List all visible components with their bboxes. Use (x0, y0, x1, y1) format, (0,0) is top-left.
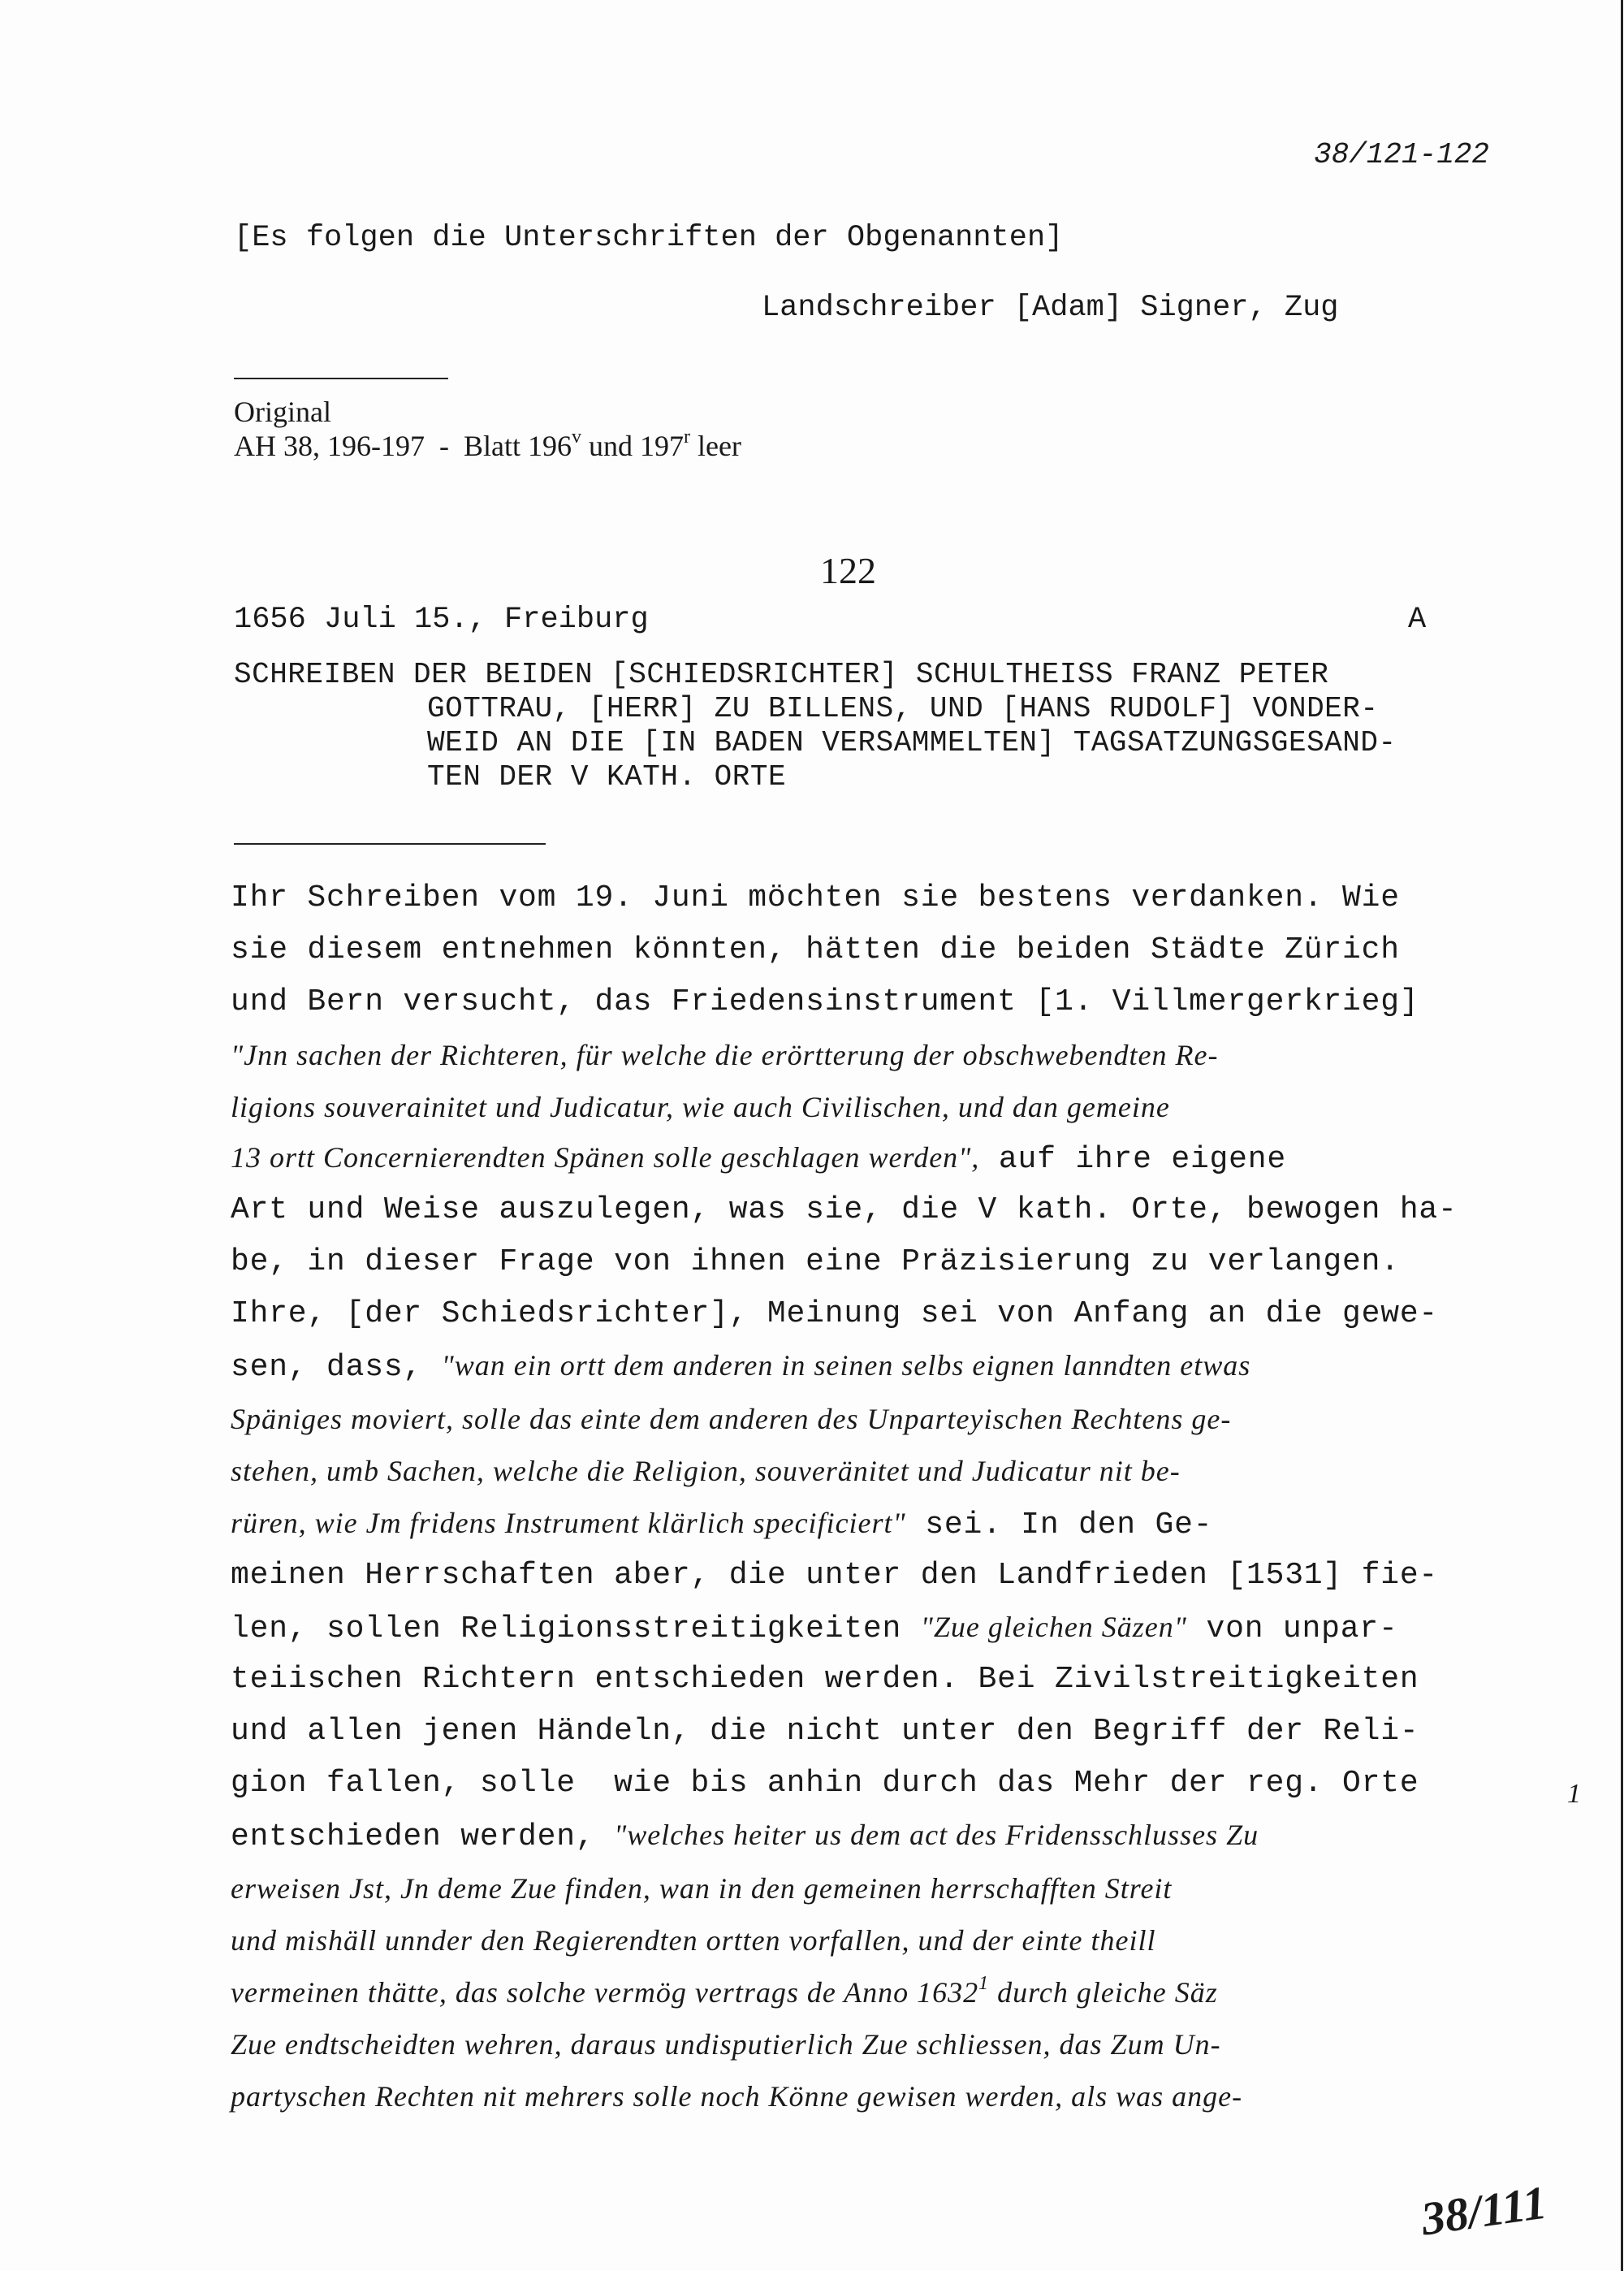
quote-line-23: Zue endtscheidten wehren, daraus undisputierlich Zue schliessen, das Zum Un- (231, 2028, 1221, 2061)
source-label: Original (234, 396, 331, 428)
text-line-15: len, sollen Religionsstreitigkeiten "Zue gleichen Säzen" von unpar- (231, 1611, 1398, 1646)
document-number: 122 (820, 550, 876, 591)
text-line-8: be, in dieser Frage von ihnen eine Präzisierung zu verlangen. (231, 1244, 1400, 1279)
quote-line-24: partyschen Rechten nit mehrers solle noch Könne gewisen werden, als was ange- (231, 2080, 1243, 2113)
text-line-9: Ihre, [der Schiedsrichter], Meinung sei von Anfang an die gewe- (231, 1296, 1439, 1331)
heading-line-1: SCHREIBEN DER BEIDEN [SCHIEDSRICHTER] SCHULTHEISS FRANZ PETER (234, 658, 1329, 691)
text-line-14: meinen Herrschaften aber, die unter den Landfrieden [1531] fie- (231, 1558, 1439, 1593)
text-line-16: teiischen Richtern entschieden werden. Bei Zivilstreitigkeiten (231, 1662, 1419, 1697)
source-reference: AH 38, 196-197 - Blatt 196$^v$ und 197$^r$ leer (234, 426, 741, 462)
date-place: 1656 Juli 15., Freiburg (234, 603, 649, 637)
text-line-18: gion fallen, solle wie bis anhin durch das Mehr der reg. Orte (231, 1766, 1419, 1801)
quote-line-12: stehen, umb Sachen, welche die Religion, souveränitet und Judicatur nit be- (231, 1455, 1181, 1487)
quote-line-4: "Jnn sachen der Richteren, für welche die erörtterung der obschwebendten Re- (231, 1039, 1219, 1071)
text-line-17: und allen jenen Händeln, die nicht unter den Begriff der Reli- (231, 1714, 1419, 1749)
footnote-marker: 1 (978, 1973, 990, 1994)
page-edge-line (1621, 0, 1623, 2271)
quote-line-21: und mishäll unnder den Regierendten ortten vorfallen, und der einte theill (231, 1924, 1156, 1957)
text-line-2: sie diesem entnehmen könnten, hätten die beiden Städte Zürich (231, 932, 1400, 967)
quote-line-20: erweisen Jst, Jn deme Zue finden, wan in den gemeinen herrschafften Streit (231, 1872, 1173, 1905)
text-line-13: rüren, wie Jm fridens Instrument klärlich specificiert" sei. In den Ge- (231, 1507, 1213, 1542)
text-line-1: Ihr Schreiben vom 19. Juni möchten sie bestens verdanken. Wie (231, 880, 1400, 915)
margin-note-mark: 1 (1567, 1779, 1581, 1809)
signer-line: Landschreiber [Adam] Signer, Zug (762, 291, 1339, 325)
text-line-10: sen, dass, "wan ein ortt dem anderen in seinen selbs eignen lanndten etwas (231, 1349, 1251, 1385)
heading-line-3: WEID AN DIE [IN BADEN VERSAMMELTEN] TAGSATZUNGSGESAND- (427, 726, 1397, 759)
heading-line-4: TEN DER V KATH. ORTE (427, 760, 787, 794)
text-line-3: und Bern versucht, das Friedensinstrument [1. Villmergerkrieg] (231, 984, 1419, 1019)
quote-line-22: vermeinen thätte, das solche vermög vertrags de Anno 1632$^1$ durch gleiche Säz (231, 1973, 1218, 2009)
text-line-6: 13 ortt Concernierendten Spänen solle geschlagen werden", auf ihre eigene (231, 1141, 1286, 1177)
heading-line-2: GOTTRAU, [HERR] ZU BILLENS, UND [HANS RUDOLF] VONDER- (427, 692, 1379, 725)
text-line-7: Art und Weise auszulegen, was sie, die V kath. Orte, bewogen ha- (231, 1192, 1458, 1227)
archive-reference: 38/121-122 (1314, 138, 1490, 171)
separator-rule-2 (234, 843, 546, 845)
document-letter: A (1408, 603, 1427, 637)
handwritten-folio-number: 38/111 (1418, 2175, 1550, 2246)
quote-line-5: ligions souverainitet und Judicatur, wie auch Civilischen, und dan gemeine (231, 1091, 1170, 1123)
quote-line-11: Späniges moviert, solle das einte dem anderen des Unparteyischen Rechtens ge- (231, 1403, 1232, 1435)
signatures-note: [Es folgen die Unterschriften der Obgenannten] (234, 221, 1064, 255)
text-line-19: entschieden werden, "welches heiter us dem act des Fridensschlusses Zu (231, 1819, 1259, 1854)
separator-rule-1 (234, 378, 448, 379)
